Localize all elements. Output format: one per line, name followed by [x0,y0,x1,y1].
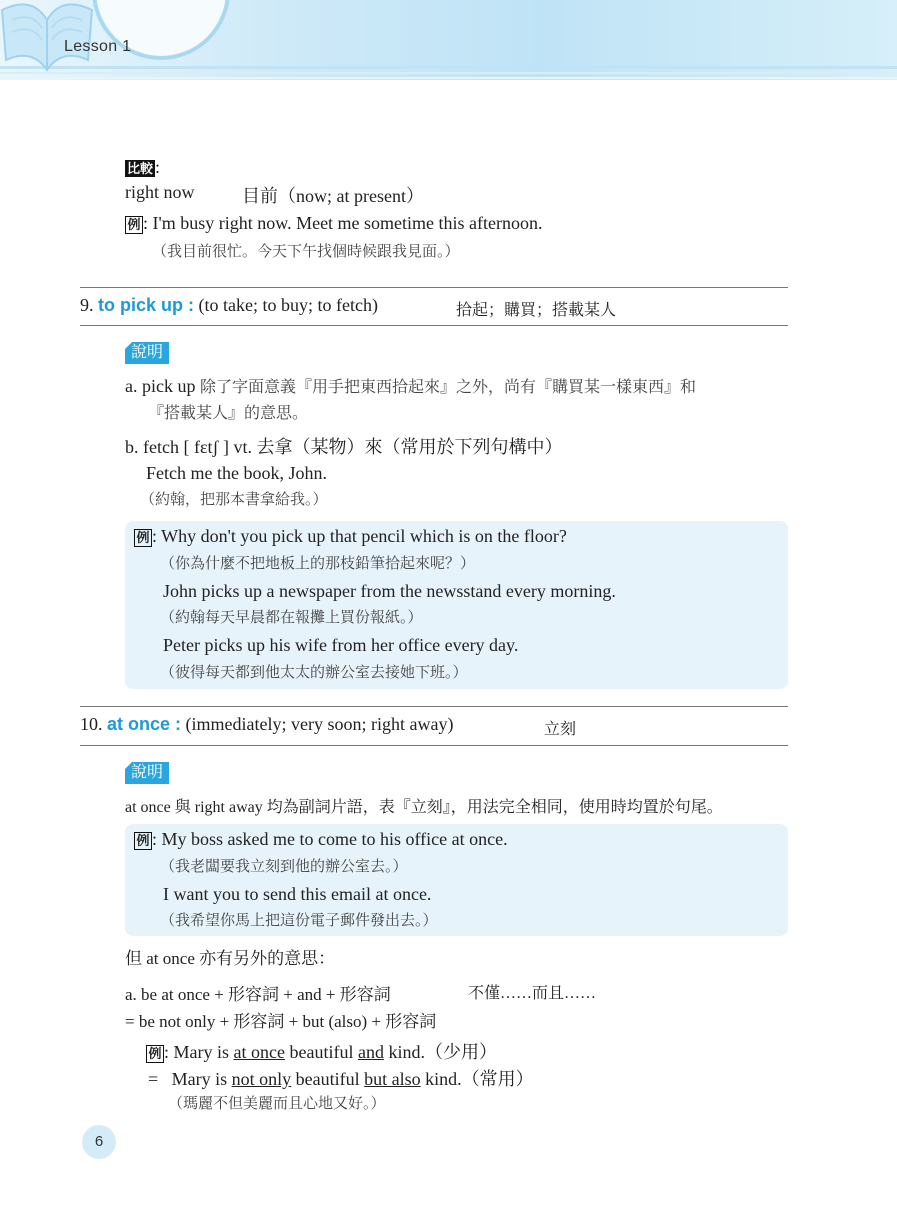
item-9-note-b-example: Fetch me the book, John. [146,463,327,483]
item-10-other-meaning: 但 at once 亦有另外的意思： [125,949,336,968]
divider [80,745,788,746]
item-10-example-4: = Mary is not only beautiful but also kind.（常用） [148,1069,534,1089]
item-9-heading: 9. to pick up : (to take; to buy; to fetch) [80,295,378,315]
item-10-pattern-a-meaning: 不僅……而且…… [468,985,597,1002]
compare-heading: 比較 : [127,157,161,177]
divider [80,325,788,326]
item-10-pattern-a: a. be at once + 形容詞 + and + 形容詞 [125,985,391,1004]
divider [80,287,788,288]
explain-badge: 說明 [125,342,169,364]
item-9-example-2-translation: （約翰每天早晨都在報攤上買份報紙。） [160,610,423,626]
item-10-pattern-equal: = be not only + 形容詞 + but (also) + 形容詞 [125,1012,437,1031]
example-label: 例 [134,529,152,547]
item-9-note-a-cont: 『搭載某人』的意思。 [148,405,309,422]
item-10-example-1-translation: （我老闆要我立刻到他的辦公室去。） [160,859,408,875]
compare-phrase: right now [125,182,195,202]
explain-badge: 說明 [125,762,169,784]
header-stripe [0,72,897,74]
item-9-example-2: John picks up a newspaper from the newsstand every morning. [163,581,616,601]
item-10-example-2: I want you to send this email at once. [163,884,432,904]
example-label: 例 [134,832,152,850]
item-10-example-translation: （瑪麗不但美麗而且心地又好。） [168,1096,386,1112]
lesson-header: Lesson 1 [64,38,132,55]
item-9-note-a: a. pick up 除了字面意義『用手把東西拾起來』之外，尚有『購買某一樣東西』和 [125,376,697,396]
compare-label: 比較 [127,161,154,176]
example-label: 例 [146,1045,164,1063]
header-stripe [0,66,897,69]
item-9-example-3-translation: （彼得每天都到他太太的辦公室去接她下班。） [160,665,468,681]
item-9-example-3: Peter picks up his wife from her office every day. [163,635,519,655]
page-number: 6 [82,1125,116,1159]
compare-example-translation: （我目前很忙。今天下午找個時候跟我見面。） [152,244,460,260]
compare-meaning: 目前（now; at present） [242,186,424,206]
item-9-example-1-translation: （你為什麼不把地板上的那枝鉛筆拾起來呢？） [160,556,476,572]
item-10-example-1: 例 : My boss asked me to come to his office at once. [134,829,508,850]
compare-example: 例 : I'm busy right now. Meet me sometime this afternoon. [125,213,543,234]
item-10-example-2-translation: （我希望你馬上把這份電子郵件發出去。） [160,913,438,929]
item-10-phrase: at once : [107,714,182,734]
item-10-explanation: at once 與 right away 均為副詞片語，表『立刻』，用法完全相同，使用時均置於句尾。 [125,799,723,816]
item-10-heading: 10. at once : (immediately; very soon; right away) [80,714,454,734]
item-9-note-b: b. fetch [ fɛtʃ ] vt. 去拿（某物）來（常用於下列句構中） [125,437,563,457]
item-9-chinese: 拾起；購買；搭載某人 [456,302,617,319]
divider [80,706,788,707]
example-label: 例 [125,216,143,234]
item-9-phrase: to pick up : [98,295,194,315]
item-10-chinese: 立刻 [544,721,577,738]
item-9-example-1: 例 : Why don't you pick up that pencil which is on the floor? [134,526,567,547]
header-stripe [0,77,897,79]
item-9-note-b-translation: （約翰，把那本書拿給我。） [140,492,328,508]
item-10-example-3: 例 : Mary is at once beautiful and kind.（少用） [146,1038,497,1064]
